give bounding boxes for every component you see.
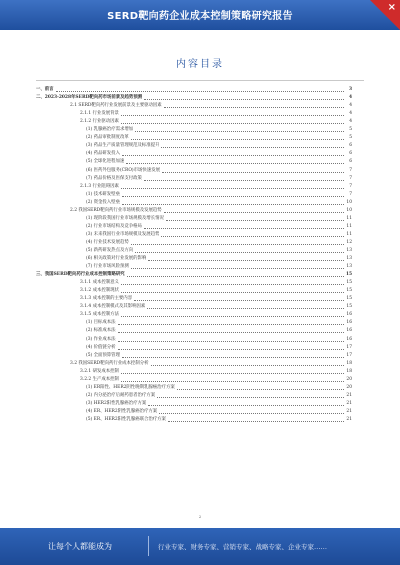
toc-entry[interactable] [36, 416, 352, 424]
footer-divider [148, 536, 149, 556]
toc-entry-title: 3.1.2 成本控制现状 [80, 288, 119, 294]
toc-leader-dots [122, 155, 344, 156]
toc-entry[interactable] [36, 392, 352, 400]
toc-leader-dots [157, 397, 344, 398]
toc-entry-page: 5 [349, 135, 352, 141]
table-of-contents [36, 86, 352, 424]
toc-entry-title: (4) 行业技术发展趋势 [86, 239, 129, 245]
toc-entry-page: 15 [346, 296, 352, 302]
toc-entry-title: (2) 行业市场结构及竞争格局 [86, 223, 142, 229]
toc-entry-page: 15 [346, 272, 353, 278]
toc-entry-title: (5) 全面预算管理 [86, 352, 120, 358]
toc-entry-page: 21 [346, 400, 352, 406]
toc-entry-title: (5) ER、HER2阳性乳腺癌联合治疗方案 [86, 416, 166, 422]
toc-entry[interactable] [36, 255, 352, 263]
toc-entry-title: (2) 药品审批制度改革 [86, 135, 129, 141]
toc-leader-dots [121, 292, 344, 293]
toc-leader-dots [122, 204, 344, 205]
toc-leader-dots [134, 300, 344, 301]
toc-leader-dots [118, 349, 344, 350]
toc-leader-dots [162, 172, 344, 173]
toc-entry-title: (2) 资金投入壁垒 [86, 199, 120, 205]
toc-leader-dots [148, 260, 344, 261]
toc-leader-dots [166, 220, 344, 221]
toc-entry-title: (2) 标准成本法 [86, 328, 116, 334]
toc-entry-title: 三、我国SERD靶向药行业成本控制策略研究 [36, 272, 125, 278]
toc-entry-title: (3) 药品生产质量管理规范及标准提升 [86, 143, 160, 149]
toc-entry-page: 6 [349, 151, 352, 157]
toc-leader-dots [126, 163, 344, 164]
toc-entry-page: 17 [346, 352, 352, 358]
toc-entry-title: 3.2 我国SERD靶向药行业成本控制分析 [70, 360, 149, 366]
toc-entry[interactable] [36, 142, 352, 150]
toc-entry-title: (5) 全球化进程加速 [86, 159, 125, 165]
toc-entry-page: 16 [346, 328, 352, 334]
toc-entry-title: (4) 药品研发投入 [86, 151, 120, 157]
toc-entry-title: (4) 价值链分析 [86, 344, 116, 350]
page-number: 2 [198, 514, 202, 519]
toc-entry[interactable] [36, 126, 352, 134]
toc-entry-title: (7) 行业市场风险预测 [86, 264, 129, 270]
toc-leader-dots [121, 373, 344, 374]
toc-leader-dots [161, 147, 344, 148]
toc-leader-dots [131, 268, 344, 269]
toc-entry-page: 20 [346, 384, 352, 390]
toc-entry-title: (1) 目标成本法 [86, 320, 116, 326]
toc-entry-page: 11 [346, 223, 352, 229]
toc-entry-page: 21 [346, 408, 352, 414]
report-title: SERD靶向药企业成本控制策略研究报告 [107, 11, 293, 22]
toc-entry-page: 10 [346, 207, 352, 213]
toc-entry[interactable] [36, 327, 352, 335]
toc-entry-title: 2.1.3 行业阻碍因素 [80, 183, 119, 189]
toc-entry[interactable] [36, 231, 352, 239]
toc-leader-dots [164, 212, 344, 213]
header-bar [0, 0, 400, 30]
toc-entry-page: 7 [349, 175, 352, 181]
corner-mark-icon: × [387, 2, 396, 13]
toc-entry[interactable] [36, 102, 352, 110]
footer-tagline: 行业专家、财务专家、营销专家、战略专家、企业专家…… [158, 543, 327, 551]
toc-entry-title: (1) ER阳性、HER2阴性晚期乳腺癌治疗方案 [86, 384, 175, 390]
toc-entry-page: 15 [346, 288, 352, 294]
toc-entry[interactable] [36, 287, 352, 295]
toc-leader-dots [144, 228, 344, 229]
toc-entry-title: (1) 乳腺癌治疗需求增加 [86, 127, 134, 133]
toc-entry-page: 4 [349, 119, 352, 125]
toc-leader-dots [135, 252, 344, 253]
toc-entry-title: 二、2023-2028年SERD靶向药市场前景及趋势预测 [36, 95, 143, 101]
toc-entry-page: 7 [349, 183, 352, 189]
toc-entry-page: 16 [346, 312, 352, 318]
footer-bar [0, 528, 400, 565]
toc-entry[interactable] [36, 335, 352, 343]
toc-entry[interactable] [36, 158, 352, 166]
toc-entry-title: 2.1 SERD靶向药行业发展前景及主要驱动因素 [70, 103, 162, 109]
toc-leader-dots [121, 115, 344, 116]
toc-entry-page: 7 [349, 167, 352, 173]
toc-leader-dots [121, 316, 344, 317]
toc-leader-dots [168, 421, 344, 422]
toc-leader-dots [144, 180, 344, 181]
toc-entry[interactable] [36, 279, 352, 287]
toc-leader-dots [56, 91, 344, 92]
toc-entry-title: 3.1.1 成本控制意义 [80, 280, 119, 286]
toc-entry-title: (7) 药品价格及医保支付政策 [86, 175, 142, 181]
toc-entry-page: 15 [346, 280, 352, 286]
toc-entry[interactable] [36, 271, 352, 279]
toc-entry[interactable] [36, 134, 352, 142]
toc-entry-title: 3.2.2 生产成本控制 [80, 376, 119, 382]
toc-entry-title: 3.1.5 成本控制方法 [80, 312, 119, 318]
toc-leader-dots [131, 139, 344, 140]
toc-leader-dots [148, 405, 344, 406]
toc-entry-title: 2.1.2 行业驱动因素 [80, 119, 119, 125]
toc-entry-page: 10 [346, 199, 352, 205]
toc-entry-title: (3) 作业成本法 [86, 336, 116, 342]
toc-entry-title: (5) 新药研发热点及方向 [86, 247, 134, 253]
toc-entry-page: 4 [349, 111, 352, 117]
toc-entry-title: 2.2 我国SERD靶向药行业市场规模及发展趋势 [70, 207, 162, 213]
toc-entry-title: (1) 现阶段我国行业市场规模及增长情况 [86, 215, 164, 221]
toc-leader-dots [121, 381, 344, 382]
toc-entry-title: (4) ER、HER2阴性乳腺癌治疗方案 [86, 408, 158, 414]
toc-leader-dots [118, 324, 344, 325]
toc-entry-title: 3.1.4 成本控制模式及其影响因素 [80, 304, 146, 310]
toc-entry-page: 12 [346, 239, 352, 245]
toc-entry[interactable] [36, 352, 352, 360]
toc-entry-page: 11 [346, 231, 352, 237]
toc-entry[interactable] [36, 118, 352, 126]
toc-leader-dots [144, 99, 344, 100]
toc-entry[interactable] [36, 199, 352, 207]
toc-entry-title: (3) HER2阳性乳腺癌治疗方案 [86, 400, 147, 406]
toc-entry-page: 3 [348, 87, 352, 93]
toc-divider [36, 80, 364, 81]
toc-leader-dots [161, 236, 344, 237]
toc-entry-page: 13 [346, 247, 352, 253]
toc-entry-title: (6) 相关政策对行业发展的影响 [86, 256, 147, 262]
toc-entry[interactable] [36, 110, 352, 118]
toc-entry-page: 6 [349, 159, 352, 165]
toc-entry[interactable] [36, 344, 352, 352]
toc-entry-page: 21 [346, 416, 352, 422]
toc-entry-page: 11 [346, 215, 352, 221]
toc-entry[interactable] [36, 311, 352, 319]
toc-entry[interactable] [36, 247, 352, 255]
toc-leader-dots [122, 357, 344, 358]
toc-entry[interactable] [36, 175, 352, 183]
toc-entry[interactable] [36, 150, 352, 158]
toc-leader-dots [159, 413, 344, 414]
toc-leader-dots [177, 389, 344, 390]
toc-entry-title: 2.1.1 行业发展背景 [80, 111, 119, 117]
toc-entry-page: 6 [349, 143, 352, 149]
toc-entry[interactable] [36, 86, 352, 94]
toc-entry[interactable] [36, 215, 352, 223]
toc-entry[interactable] [36, 94, 352, 102]
toc-leader-dots [121, 284, 344, 285]
toc-entry-title: 3.2.1 研发成本控制 [80, 368, 119, 374]
toc-entry-page: 5 [349, 127, 352, 133]
toc-entry-title: (2) 内分泌治疗后耐药患者治疗方案 [86, 392, 156, 398]
toc-entry[interactable] [36, 303, 352, 311]
toc-entry[interactable] [36, 183, 352, 191]
toc-entry-title: (1) 技术研发壁垒 [86, 191, 120, 197]
toc-entry-title: 3.1.3 成本控制的主要内容 [80, 296, 133, 302]
toc-entry-page: 16 [346, 336, 352, 342]
toc-entry[interactable] [36, 360, 352, 368]
footer-slogan: 让每个人都能成为 [48, 542, 112, 551]
toc-entry[interactable] [36, 408, 352, 416]
toc-entry-page: 15 [346, 304, 352, 310]
toc-leader-dots [127, 276, 344, 277]
toc-leader-dots [118, 341, 344, 342]
toc-entry[interactable] [36, 263, 352, 271]
toc-title: 内容目录 [176, 59, 224, 70]
toc-leader-dots [131, 244, 344, 245]
toc-entry[interactable] [36, 319, 352, 327]
toc-entry-page: 21 [346, 392, 352, 398]
toc-entry-page: 13 [346, 264, 352, 270]
toc-entry-page: 4 [349, 103, 352, 109]
toc-entry-page: 18 [346, 360, 352, 366]
toc-entry[interactable] [36, 207, 352, 215]
toc-entry-title: (3) 未来我国行业市场规模及发展趋势 [86, 231, 160, 237]
toc-entry-title: 一、前言 [36, 87, 54, 93]
toc-entry-title: (6) 医药外包服务(CRO)市场快速发展 [86, 167, 160, 173]
toc-entry[interactable] [36, 368, 352, 376]
toc-leader-dots [135, 131, 344, 132]
toc-entry[interactable] [36, 191, 352, 199]
toc-leader-dots [164, 107, 344, 108]
toc-entry[interactable] [36, 400, 352, 408]
toc-entry-page: 4 [348, 95, 352, 101]
toc-entry[interactable] [36, 295, 352, 303]
toc-entry-page: 18 [346, 368, 352, 374]
toc-entry-page: 20 [346, 376, 352, 382]
toc-entry-page: 13 [346, 256, 352, 262]
toc-entry-page: 16 [346, 320, 352, 326]
toc-entry-page: 7 [349, 191, 352, 197]
toc-entry[interactable] [36, 223, 352, 231]
toc-leader-dots [121, 123, 344, 124]
toc-entry-page: 17 [346, 344, 352, 350]
toc-leader-dots [122, 196, 344, 197]
toc-entry[interactable] [36, 239, 352, 247]
toc-entry[interactable] [36, 166, 352, 174]
toc-leader-dots [151, 365, 345, 366]
toc-leader-dots [121, 188, 344, 189]
toc-entry[interactable] [36, 376, 352, 384]
toc-leader-dots [147, 308, 344, 309]
toc-leader-dots [118, 332, 344, 333]
toc-entry[interactable] [36, 384, 352, 392]
